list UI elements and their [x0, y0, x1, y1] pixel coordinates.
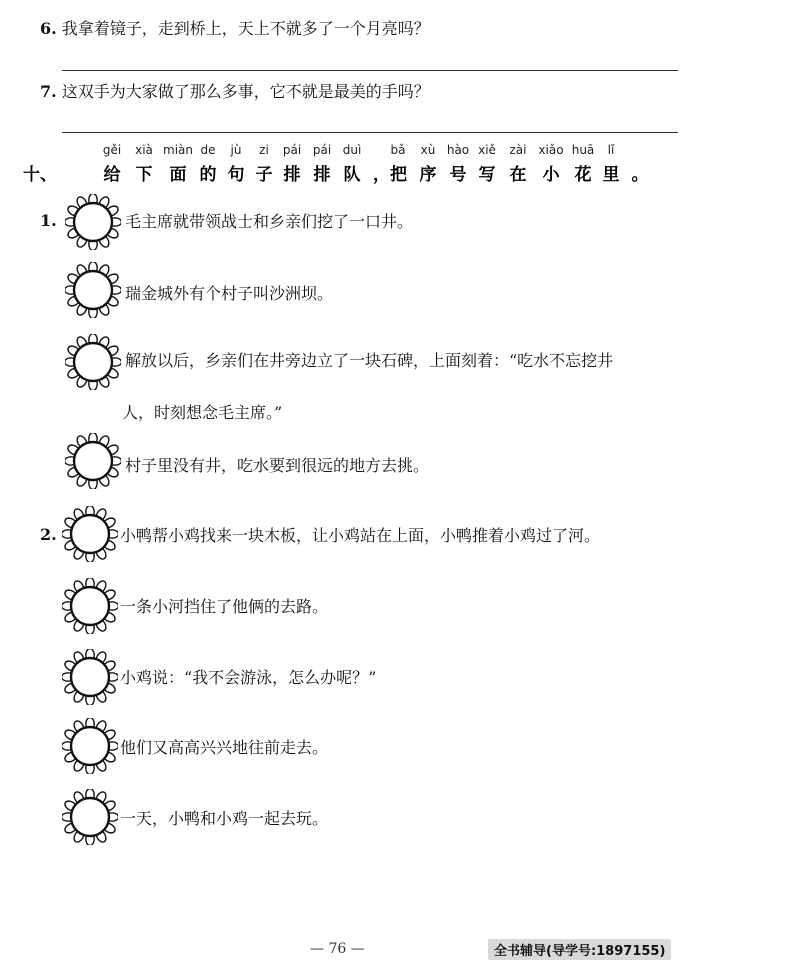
question-number: 7. — [40, 82, 57, 101]
sentence: 解放以后，乡亲们在井旁边立了一块石碑，上面刻着：“吃水不忘挖井 — [125, 351, 614, 370]
heading-char: 给 — [103, 165, 121, 185]
pinyin-syllable: gěi — [102, 143, 122, 157]
pinyin-syllable: miàn — [163, 143, 193, 157]
sentence: 一天，小鸭和小鸡一起去玩。 — [120, 809, 329, 828]
heading-char: 下 — [135, 165, 153, 185]
flower-answer-box[interactable] — [62, 718, 118, 774]
group-number: 2. — [40, 525, 57, 544]
page-number: — 76 — — [310, 941, 365, 957]
section-number: 十、 — [23, 165, 57, 185]
question-6 — [40, 18, 430, 40]
question-text: 这双手为大家做了那么多事，它不就是最美的手吗？ — [61, 82, 430, 101]
pinyin-syllable: pái — [312, 143, 332, 157]
pinyin-syllable: zài — [509, 143, 527, 157]
pinyin-syllable: de — [200, 143, 216, 157]
heading-char: 小 — [542, 165, 560, 185]
pinyin-syllable: xù — [420, 143, 436, 157]
flower-answer-box[interactable] — [62, 649, 118, 705]
heading-char: 子 — [255, 165, 273, 185]
answer-line[interactable] — [62, 70, 678, 71]
pinyin-syllable: hào — [446, 143, 470, 157]
heading-char: 面 — [169, 165, 187, 185]
heading-char: 写 — [478, 165, 496, 185]
heading-char: 在 — [509, 165, 527, 185]
heading-char: 排 — [283, 165, 301, 185]
flower-answer-box[interactable] — [65, 194, 121, 250]
heading-char: 花 — [574, 165, 592, 185]
pinyin-syllable: xià — [135, 143, 153, 157]
question-text: 我拿着镜子，走到桥上，天上不就多了一个月亮吗？ — [61, 19, 430, 38]
pinyin-syllable: pái — [282, 143, 302, 157]
heading-char: 里 — [602, 165, 620, 185]
section-pinyin — [0, 143, 800, 159]
pinyin-syllable: xiě — [478, 143, 496, 157]
pinyin-syllable: xiǎo — [538, 143, 564, 157]
heading-char: 序 — [419, 165, 437, 185]
answer-line[interactable] — [62, 132, 678, 133]
sentence: 村子里没有井，吃水要到很远的地方去挑。 — [125, 456, 430, 475]
question-number: 6. — [40, 19, 57, 38]
flower-answer-box[interactable] — [65, 334, 121, 390]
pinyin-syllable: duì — [342, 143, 362, 157]
group-number: 1. — [40, 211, 57, 230]
heading-char: ，把 — [373, 165, 407, 185]
flower-answer-box[interactable] — [62, 506, 118, 562]
flower-answer-box[interactable] — [62, 578, 118, 634]
pinyin-syllable: lǐ — [607, 143, 615, 157]
pinyin-syllable: zi — [259, 143, 269, 157]
sentence: 毛主席就带领战士和乡亲们挖了一口井。 — [125, 212, 414, 231]
pinyin-syllable: jù — [230, 143, 242, 157]
heading-char: 句 — [227, 165, 245, 185]
sentence: 小鸭帮小鸡找来一块木板，让小鸡站在上面，小鸭推着小鸡过了河。 — [120, 526, 601, 545]
flower-answer-box[interactable] — [62, 789, 118, 845]
sentence-continuation: 人，时刻想念毛主席。” — [122, 403, 283, 422]
flower-answer-box[interactable] — [65, 262, 121, 318]
heading-char: 号 — [449, 165, 467, 185]
sentence: 他们又高高兴兴地往前走去。 — [120, 738, 329, 757]
pinyin-syllable: bǎ — [390, 143, 406, 157]
pinyin-syllable: huā — [571, 143, 595, 157]
flower-answer-box[interactable] — [65, 433, 121, 489]
section-heading — [0, 160, 800, 184]
heading-char: 。 — [631, 165, 649, 185]
question-7 — [40, 81, 430, 103]
heading-char: 队 — [343, 165, 361, 185]
heading-char: 的 — [199, 165, 217, 185]
heading-char: 排 — [313, 165, 331, 185]
sentence: 小鸡说：“我不会游泳，怎么办呢？” — [120, 668, 377, 687]
book-guide-badge: 全书辅导(导学号:1897155) — [488, 939, 671, 960]
sentence: 瑞金城外有个村子叫沙洲坝。 — [125, 284, 334, 303]
sentence: 一条小河挡住了他俩的去路。 — [120, 597, 329, 616]
